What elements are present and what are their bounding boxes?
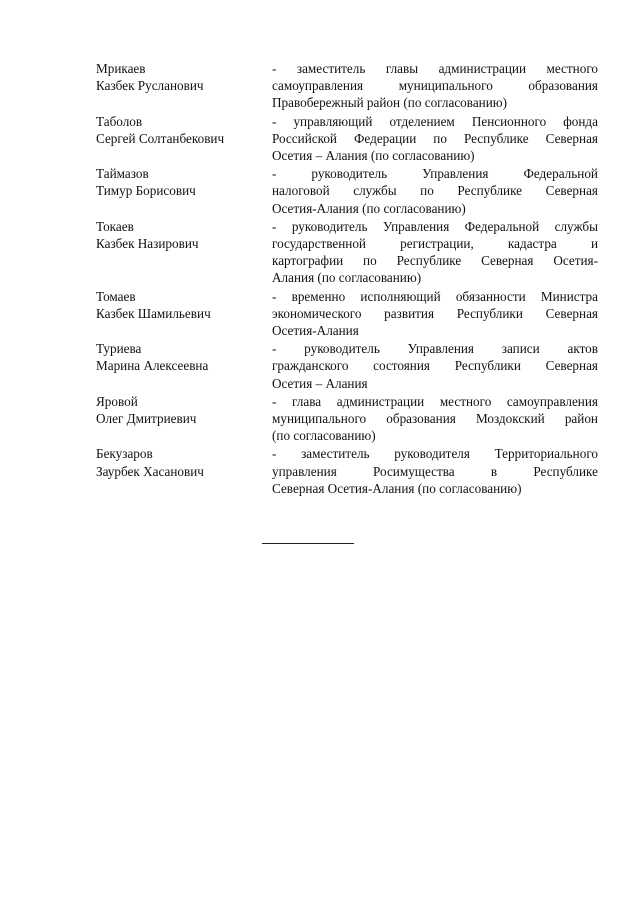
- position-line: - руководитель Управления записи актов: [272, 341, 598, 357]
- member-name: [96, 393, 272, 445]
- member-entry: [96, 60, 598, 112]
- member-entry: [96, 113, 598, 165]
- position-line: Осетия-Алания (по согласованию): [272, 200, 466, 216]
- member-surname: Таймазов: [96, 166, 149, 182]
- member-entry: [96, 340, 598, 392]
- position-line: экономического развития Республики Северная: [272, 305, 598, 321]
- position-line: - временно исполняющий обязанности Министра: [272, 288, 598, 304]
- position-line: - управляющий отделением Пенсионного фонда: [272, 113, 598, 129]
- position-line: гражданского состояния Республики Северная: [272, 358, 598, 374]
- position-line: управления Росимущества в Республике: [272, 463, 598, 479]
- position-line: Российской Федерации по Республике Северная: [272, 130, 598, 146]
- position-line: Алания (по согласованию): [272, 270, 422, 286]
- member-name: [96, 445, 272, 497]
- member-name: [96, 288, 272, 340]
- position-line: - руководитель Управления Федеральной: [272, 166, 598, 182]
- member-given-name: Марина Алексеевна: [96, 358, 209, 374]
- end-separator-line: [262, 543, 354, 544]
- member-surname: Токаев: [96, 218, 134, 234]
- member-entry: [96, 218, 598, 287]
- position-line: - заместитель главы администрации местного: [272, 61, 598, 76]
- member-given-name: Казбек Шамильевич: [96, 305, 211, 321]
- member-given-name: Казбек Назирович: [96, 236, 199, 252]
- member-position: [272, 340, 598, 392]
- member-surname: Бекузаров: [96, 446, 153, 462]
- position-line: муниципального образования Моздокский район: [272, 411, 598, 427]
- position-line: Правобережный район (по согласованию): [272, 95, 508, 111]
- member-entry: [96, 288, 598, 340]
- member-entry: [96, 165, 598, 217]
- member-position: [272, 113, 598, 165]
- position-line: Осетия-Алания: [272, 323, 359, 339]
- member-surname: Мрикаев: [96, 61, 146, 76]
- member-name: [96, 165, 272, 217]
- member-given-name: Заурбек Хасанович: [96, 463, 204, 479]
- member-given-name: Казбек Русланович: [96, 78, 204, 94]
- member-position: [272, 165, 598, 217]
- position-line: (по согласованию): [272, 428, 376, 444]
- member-surname: Яровой: [96, 393, 138, 409]
- position-line: - руководитель Управления Федеральной службы: [272, 218, 598, 234]
- position-line: картографии по Республике Северная Осетия-: [272, 253, 598, 269]
- member-surname: Туриева: [96, 341, 142, 357]
- member-position: [272, 445, 598, 497]
- member-given-name: Сергей Солтанбекович: [96, 130, 225, 146]
- member-given-name: Тимур Борисович: [96, 183, 196, 199]
- member-surname: Таболов: [96, 113, 143, 129]
- member-entry: [96, 393, 598, 445]
- member-name: [96, 218, 272, 287]
- member-position: [272, 393, 598, 445]
- member-position: [272, 288, 598, 340]
- position-line: самоуправления муниципального образования: [272, 78, 598, 94]
- member-name: [96, 60, 272, 112]
- member-name: [96, 340, 272, 392]
- member-given-name: Олег Дмитриевич: [96, 411, 197, 427]
- position-line: Осетия – Алания: [272, 375, 368, 391]
- position-line: налоговой службы по Республике Северная: [272, 183, 598, 199]
- position-line: - глава администрации местного самоуправления: [272, 393, 598, 409]
- member-entry: [96, 445, 598, 497]
- member-name: [96, 113, 272, 165]
- member-position: [272, 218, 598, 287]
- position-line: Осетия – Алания (по согласованию): [272, 148, 475, 164]
- member-surname: Томаев: [96, 288, 136, 304]
- position-line: государственной регистрации, кадастра и: [272, 236, 598, 252]
- position-line: Северная Осетия-Алания (по согласованию): [272, 480, 522, 496]
- member-position: [272, 60, 598, 112]
- position-line: - заместитель руководителя Территориального: [272, 446, 598, 462]
- members-list: [96, 60, 598, 498]
